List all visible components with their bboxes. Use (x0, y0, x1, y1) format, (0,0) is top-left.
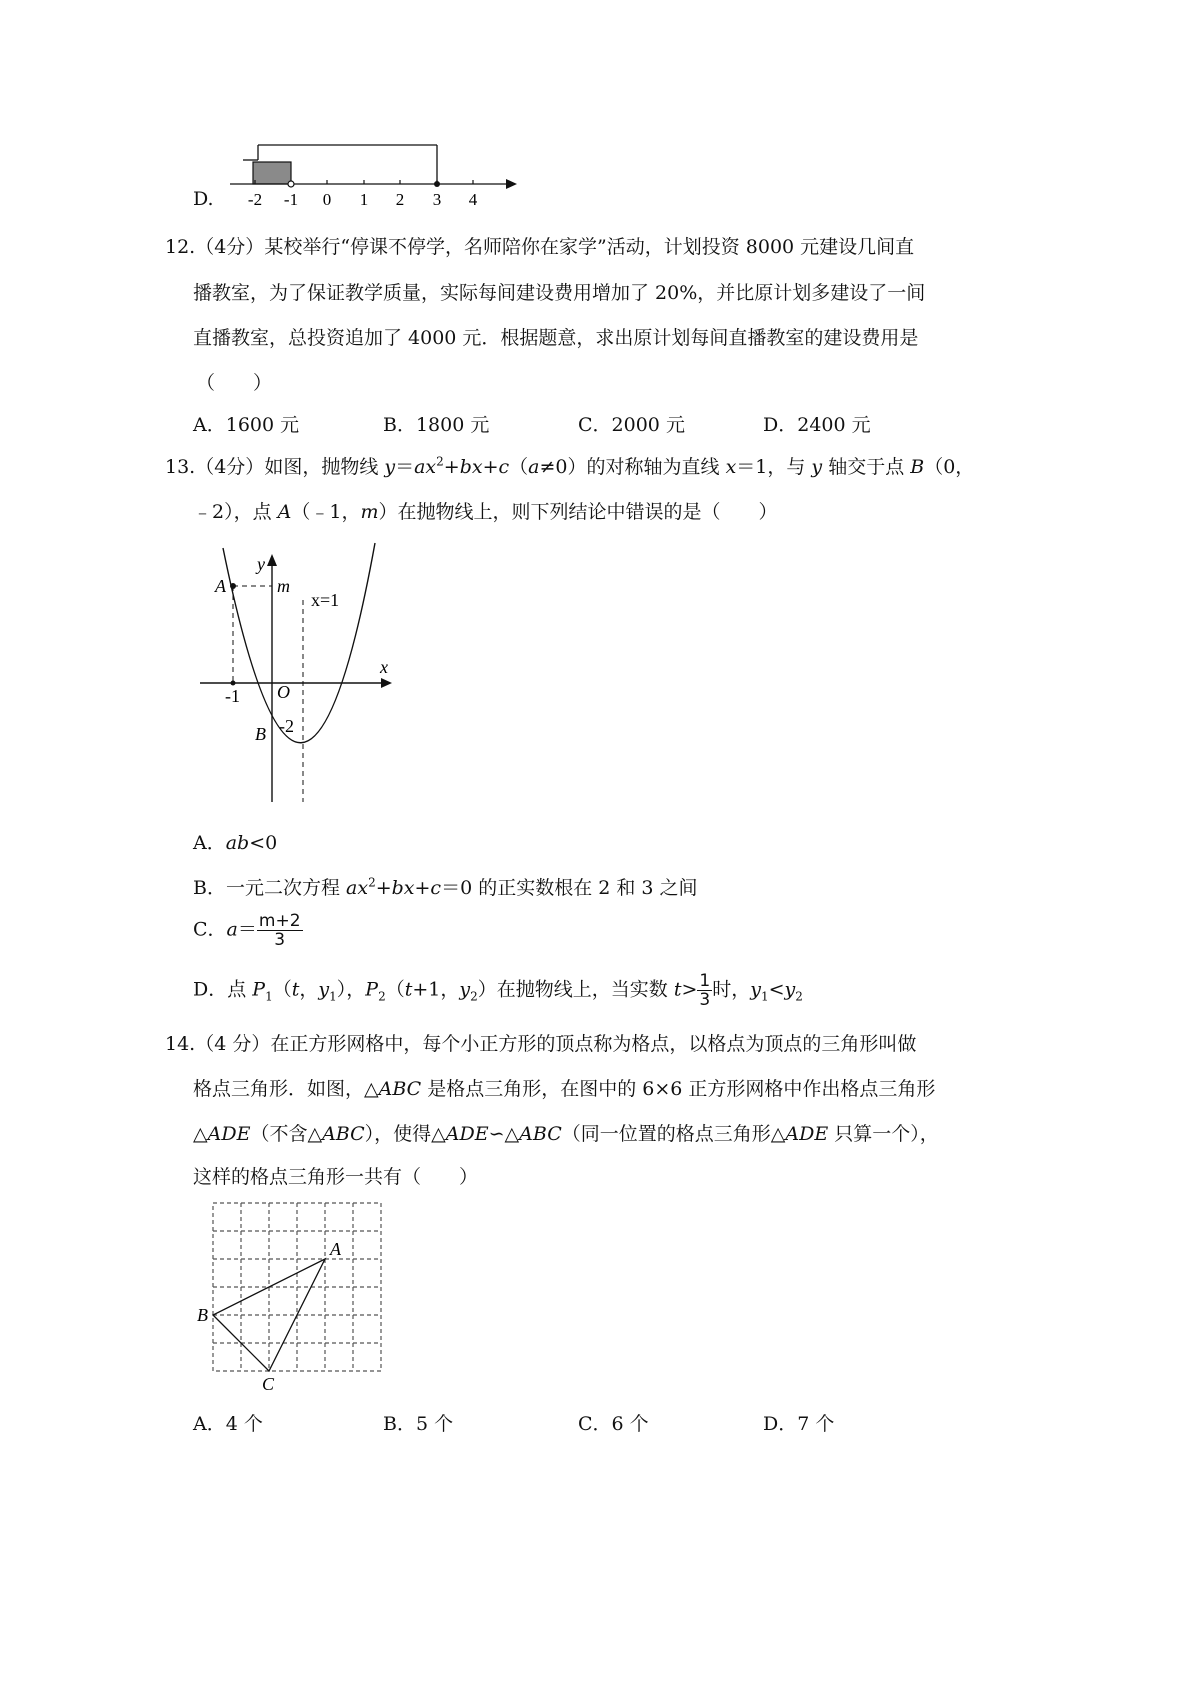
parabola-curve (223, 543, 375, 743)
open-point (288, 181, 294, 187)
q12-blank: （ ） (196, 372, 273, 394)
q14-option-d: D．7 个 (763, 1413, 835, 1435)
q13-option-c: C．a＝ $\frac{m+2}{3}$ (193, 911, 301, 950)
q13-option-d: D．点 $P_1(t$，$y_1$），$P_2(t+1$，$y_2$）在抛物线上，当实数 t> $\frac{1}{3}$ 时，$y_1<y_2$ (193, 971, 803, 1010)
q13-option-b: B．一元二次方程 $ax^2+bx+c=0$ 的正实数根在 2 和 3 之间 (193, 875, 698, 899)
q14-option-c: C．6 个 (578, 1413, 649, 1435)
q13-line2: ﹣2），点 A（﹣1，m）在抛物线上，则下列结论中错误的是（ ） (193, 501, 778, 523)
q13-option-a: A．ab<0 (193, 832, 278, 854)
svg-text:m: m (277, 576, 290, 596)
svg-text:3: 3 (432, 190, 442, 209)
q13-line1: 13.（4分）如图，抛物线 $y=ax^2+bx+c(a\ne 0)$的对称轴为直线 x＝1，与 y 轴交于点 B（0， (165, 454, 975, 478)
q14-line1: 14.（4 分）在正方形网格中，每个小正方形的顶点称为格点，以格点为顶点的三角形叫做 (165, 1033, 917, 1055)
svg-text:-1: -1 (225, 686, 240, 706)
svg-text:y: y (257, 554, 265, 574)
q14-line3: △ADE（不含△ABC），使得△ADE∽△ABC（同一位置的格点三角形△ADE 只算一个）， (193, 1123, 939, 1145)
svg-text:-2: -2 (247, 190, 263, 209)
q12-number: 12.（4分）某校举行“停课不停学，名师陪你在家学”活动，计划投资 8000 元建设几间直 (165, 236, 915, 258)
q12-option-d: D．2400 元 (763, 414, 871, 436)
q14-line2: 格点三角形．如图，△ABC 是格点三角形，在图中的 6×6 正方形网格中作出格点三角形 (193, 1078, 936, 1100)
q11-option-d-label: D. (193, 188, 214, 210)
q14-option-b: B．5 个 (383, 1413, 454, 1435)
svg-text:1: 1 (359, 190, 369, 209)
svg-text:A: A (330, 1239, 341, 1259)
svg-text:-1: -1 (283, 190, 299, 209)
svg-text:x: x (380, 657, 388, 677)
point-a (230, 583, 236, 589)
svg-text:0: 0 (322, 190, 332, 209)
q13-parabola-graph (195, 540, 410, 805)
point-neg1 (231, 681, 236, 686)
q12-option-c: C．2000 元 (578, 414, 685, 436)
svg-text:B: B (197, 1305, 208, 1325)
shaded-interval (253, 162, 291, 184)
svg-text:4: 4 (468, 190, 478, 209)
q11-number-line (225, 140, 525, 210)
q14-grid-figure (195, 1195, 395, 1395)
svg-text:x=1: x=1 (311, 590, 340, 610)
svg-text:2: 2 (395, 190, 405, 209)
q12-option-b: B．1800 元 (383, 414, 490, 436)
q14-option-a: A．4 个 (193, 1413, 263, 1435)
q12-line2: 播教室，为了保证教学质量，实际每间建设费用增加了 20%，并比原计划多建设了一间 (193, 282, 926, 304)
svg-text:B: B (255, 724, 266, 744)
q14-line4: 这样的格点三角形一共有（ ） (193, 1166, 479, 1188)
solid-point (434, 181, 440, 187)
q12-option-a: A．1600 元 (193, 414, 300, 436)
svg-text:O: O (277, 682, 290, 702)
svg-text:-2: -2 (279, 716, 294, 736)
q12-line3: 直播教室，总投资追加了 4000 元．根据题意，求出原计划每间直播教室的建设费用是 (193, 327, 919, 349)
svg-text:C: C (262, 1374, 275, 1394)
svg-text:A: A (215, 576, 226, 596)
